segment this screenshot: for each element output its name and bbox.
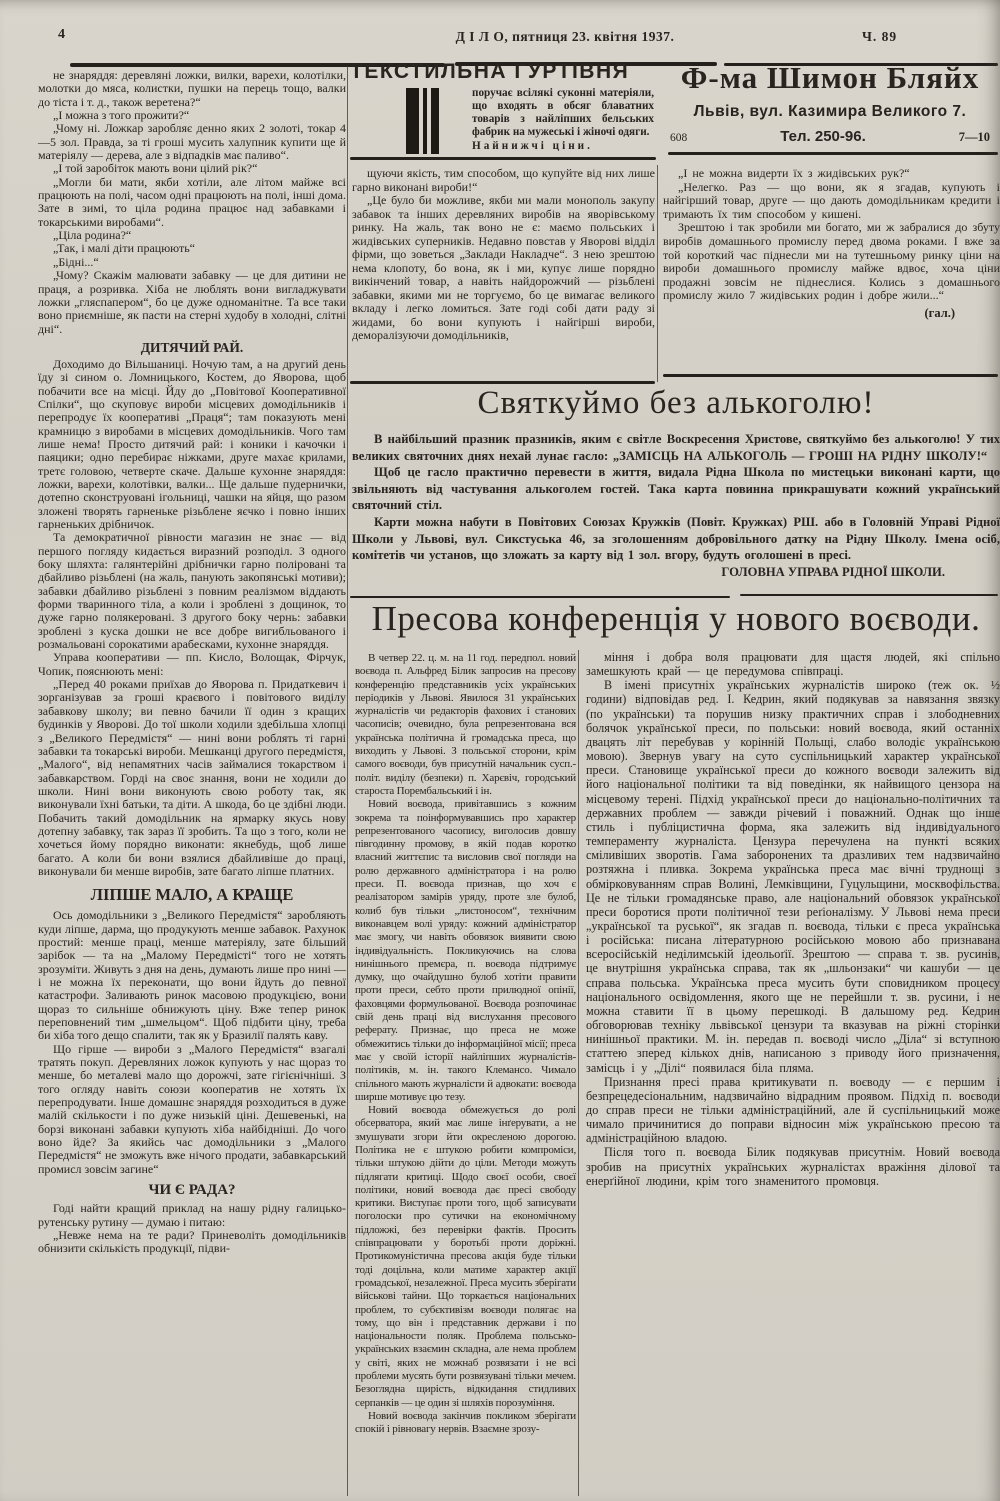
section-heading-better-less: ЛІПШЕ МАЛО, А КРАЩЕ <box>90 885 294 905</box>
paragraph: „Бідні...“ <box>53 254 99 269</box>
paragraph-group <box>38 358 346 878</box>
section-heading-is-there-remedy: ЧИ Є РАДА? <box>148 1182 236 1199</box>
column-divider-press <box>578 650 579 1496</box>
paragraph-group <box>38 1202 346 1255</box>
divider-under-bleich-ad <box>668 152 998 155</box>
paragraph: Управа кооперативи — пп. Кисло, Волощак, Фірчук, Чопик, пояснюють мені: <box>38 650 346 678</box>
paragraph-group <box>586 650 1000 1188</box>
paragraph: „Ціла родина?“ <box>53 228 132 243</box>
paragraph: „Невже нема на те ради? Приневоліть домодільників обнизити скількість продукції, підви- <box>38 1227 346 1256</box>
paragraph: Карти можна набути в Повітових Союзах Кружків (Повіт. Кружках) РШ. або в Головній Управі Рідної Школи у Львові, вул. Сикстуська 46, за зголошенням добровільного датку на Рідну Школу. Імена осіб, комітетів чи установ, що зложать за карту від 1 зол. вгору, будуть оголошені в пресі. <box>352 514 1000 563</box>
phone-number: Тел. 250-96. <box>780 128 866 145</box>
bleich-ad-address: Львів, вул. Казимира Великого 7. <box>693 103 967 120</box>
alcohol-notice-headline: Святкуймо без алькоголю! <box>477 385 875 421</box>
right-article-column <box>663 167 1000 321</box>
divider-above-press-right <box>740 594 998 596</box>
divider-right <box>663 374 998 377</box>
paragraph: „Нелегко. Раз — що вони, як я згадав, купують і найгірший товар, друге — що дають домодільникам кредити і тримають їх тим способом у кишені. <box>663 179 1000 221</box>
textile-ad-logo-bars <box>406 88 439 154</box>
logo-bar <box>431 88 439 154</box>
paragraph: Що гірше — вироби з „Малого Передмістя“ взагалі тратять покуп. Деревляних ложок купують у нас щораз то менше, бо металеві мало що дорожчі, зате гігієнічніші. З того огляду навіть союзи кооператив не хотять їх перепродувати. Інше домашнє знаряддя розходиться в дуже малій скількости і по дуже низькій ціні. Дешевенькі, на борзі виконані забавки купують хіба найбідніші. До чого воно йде? За якийсь час домодільники з „Малого Передмістя“ не зможуть вже нічого продати, забавкарський промисл зовсім загине“ <box>38 1041 346 1176</box>
issue-number: Ч. 89 <box>862 29 898 44</box>
paragraph: „І той заробіток мають вони цілий рік?“ <box>53 161 258 176</box>
paragraph: Новий воєвода закінчив покликом зберігати спокій і рівновагу нервів. Взаємне зрозу- <box>355 1409 576 1436</box>
alcohol-notice <box>352 385 1000 580</box>
paragraph: „Перед 40 роками приїхав до Яворова п. Придаткевич і зорганізував за гроші краєвого і повітового виділу забавкову школу; ви певно бачили її один з кращих будинків у Яворові. До тої школи ходили здебільша хлопці з „Великого Передмістя“ — нині вони роблять ті гарні забавки та токарські вироби. Мешканці другого передмістя, „Малого“, від непамятних часів займалися токарством і забавкарством. Горді на своє знання, вони не ходили до школи. Нині вони виконують свою роботу так, як виконували їхні батьки, та діти. А шкода, бо це здібні люди. Побачить такий домодільник на ярмарку якусь нову дотепну забавку, так зараз її зробить. Та що з того, коли не хочеться йому порядно виконати: якнебудь, щоб лише багато. А коли би вони взялися дбайливіше до праці, виконували би менше виробів, зате багато ліпше платних. <box>38 677 346 878</box>
paragraph: щуючи якість, тим способом, що купуйте від них лише гарно виконані вироби!“ <box>352 166 655 194</box>
paragraph: Після того п. воєвода Білик подякував присутнім. Новий воєвода зробив на присутніх українських журналістах вражіння ділової та енерґійної людини, крім того знаменитого промовця. <box>586 1145 1000 1188</box>
paragraph: Та демократичної рівности магазин не знає — від першого погляду кидається виразний розподіл. З одного боку шляхта: галянтерійні дрібнички гарно поліровані та дбайливо різьблені (на жаль, панують закопянські мотиви); забавки дбайливо різьблені з повним реалізмом віддають форми тваринного тіла, а коли і зроблені з дощинок, то дуже гарно полякеровані. З другого боку чернь: забавки зроблені з куска дошки не все добре вигибльованого і розмальовані сорокатими арабесками, кухонне знаряддя. <box>38 530 346 652</box>
article-signature: (гал.) <box>924 305 955 320</box>
paragraph: „Чому? Скажім малювати забавку — це для дитини не праця, а розривка. Хіба не люблять вони вигладжувати ложки „гляспапером“, бо це дуже одноманітне. Та все таки воно приємніше, як пасти на стерні худобу в холодні, слітні дні“. <box>38 268 346 336</box>
paragraph-group <box>352 167 655 343</box>
paragraph: „Чому ні. Ложкар заробляє денно яких 2 золоті, токар 4—5 зол. Правда, за ті гроші мусить халупник купити ще й матеріялу — дерева, але з відпадків має паливо“. <box>38 121 346 163</box>
paragraph: Ось домодільники з „Великого Передмістя“ заробляють куди ліпше, дарма, що продукують менше забавок. Рахунок простий: менше праці, менше матеріялу, зате більший зарібок — та на „Малому Передмісті“ того не хотять зрозуміти. Живуть з дня на день, думають лише про нині — і не можна їх переконати, що вони йдуть до певної катастрофи. Заливають ринок масовою продукцією, вони щораз то сильніше обнижують ціну. Вже тепер ринок переповнений тим „шмельцом“. Щоб підбити ціну, треба би хіба того дещо спалити, так як у Бразилії палять каву. <box>38 908 346 1043</box>
paragraph: міння і добра воля працювати для щастя людей, які спільно замешкують край — це передумова співпраці. <box>586 650 1000 679</box>
bleich-ad-firm-name: Ф-ма Шимон Бляйх <box>680 60 980 95</box>
column-divider-top-middle <box>657 165 658 382</box>
press-conference-column-1 <box>355 652 576 1437</box>
paragraph-group <box>38 69 346 336</box>
paragraph: Зрештою і так зробили ми богато, ми ж забралися до збуту виробів домашнього промислу перед двома роками. І вже за той короткий час піднесли ми на тутешньому ринку ціни на вироби домашнього промислу майже вдвоє, хоча ціни продажні зовсім не піднеслися. Колись з домашнього промислу жило 7 жидівських родин і добре жили...“ <box>663 220 1000 303</box>
paragraph: „Так, і малі діти працюють“ <box>53 241 196 256</box>
divider-under-textile-ad <box>350 157 656 160</box>
page-number: 4 <box>58 27 65 42</box>
section-heading-children-paradise: ДИТЯЧИЙ РАЙ. <box>140 339 244 355</box>
paragraph: Новий воєвода обмежується до ролі обсерватора, який має лише інґерувати, а не змушувати згори йти окресленою дорогою. Політика не є штукою робити компроміси, тільки штукою дійти до ціли. Методи можуть підлягати критиці. Щодо своєї особи, своєї політики, новий воєвода дає пресі свободу критики. Виступає проти того, щоб записувати поголоски про сутички на економічному підложжі, без перевірки фактів. Просить співпрацювати у боротьбі проти доріжні. Протикомуністична пресова акція буде тільки тоді доцільна, коли матиме характер акції громадської, незалежної. Преса мусить зберігати військові тайни. Що торкається національних проблем, то субєктивізм воєводи полягає на тому, що він і представник держави і по національности поляк. Проблема польсько-українських взаємин складна, але нема проблем у світі, яких не можнаб розвязати і не всі проблеми мусять бути розвязувані тільки мечем. Безоглядна щирість, відкидання стидливих серпанків — це один зі шляхів порозуміння. <box>355 1104 576 1409</box>
press-conference-headline: Пресова конференція у нового воєводи. <box>371 599 981 638</box>
middle-article-column <box>352 167 655 343</box>
paragraph-group <box>355 652 576 1437</box>
paragraph: Доходимо до Вільшаниці. Ночую там, а на другий день їду зі сином о. Ломницького, Костем, до Яворова, щоб побачити все на місці. Йду до „Повітової Кооперативної Спілки“, що скуповує вироби місцевих домодільників і перепродує їх кооперативі „Праця“; там показують мені крамницю з виробами в місцевих домодільників. Чого там лише нема! Просто дитячий рай: і коники і качочки і паяцики; одно перебирає ніжками, друге махає крилами, третє головою, четверте скаче. Дальше кухонне знаряддя: ложки, варехи, колотівки, валки... Ще дальше пудернички, дотепно сконструовані ігольниці, чашки на яйця, що разом зложені творять гарненьке різьблене яєчко і повно інших гарненьких дрібничок. <box>38 356 346 531</box>
paragraph: Признання пресі права критикувати п. воєводу — є першим і безпрецедесіональним, надзвичайно відрадним проявом. Підхід п. воєводи до справ преси не тільки адміністраційний, але й суспільницький може чимало причинитися до поправи відносин між українською пресою та адміністраційною владою. <box>586 1074 1000 1146</box>
paragraph: „Це було би можливе, якби ми мали монополь закупу забавок та інших деревляних виробів на яворівському ринку. На жаль, так воно не є: маємо польських і жидівських суперників. Недавно повстав у Яворові відділ фірми, що зоветься „Заклади Накладче“. З нею зрештою нема клопоту, бо вона, як і ми, купує лише порядно викінчений товар, а навіть найдорожчий — різьблені забавки, якими ми не торгуємо, бо це вимагає великого вкладу і легко ломиться. Зате годі собі дати раду зі жидами, бо вони купують і найгірші вироби, деморалізуючи домодільників, <box>352 193 655 342</box>
run-dates: 7—10 <box>958 130 990 144</box>
paragraph: Новий воєвода, привітавшись з кожним зокрема та поінформувавшись про характер репрезентованого часопису, виголосив довшу півгодинну промову, в якій подав коротко власний життєпис та висловив свої погляди на ролю державного адміністратора і на ролю преси. П. воєвода признав, що хоч є реалізатором замірів уряду, проте зле булоб, колиб був тільки „листоносом“, технічним виконавцем волі уряду: кожний адміністратор має змогу, чи навіть обовязок виявити свою індивідуальність. Покликуючись на слова нинішнього премєра, п. воєвода підтримує думку, що очайдушно булоб хотіти правити проти преси, себто проти прилюдної опінії, фаховцями формульованої. Воєвода розпочинає свій день праці від вислухання пресового реферату. Признає, що преса не може обмежитись тільки до інформаційної місії; преса має у своїй історії найліпших журналістів-політиків, м. ін. такого Клемансо. Чимало спільного мають журналісти й адвокати: воєвода ширше мотивує цю тезу. <box>355 798 576 1103</box>
divider-mid <box>350 381 655 384</box>
logo-bar <box>406 88 419 154</box>
paragraph-group <box>352 431 1000 564</box>
alcohol-notice-signature: ГОЛОВНА УПРАВА РІДНОЇ ШКОЛИ. <box>721 564 945 579</box>
column-divider-left <box>347 66 348 1496</box>
logo-bar <box>423 88 427 154</box>
paragraph: „І можна з того прожити?“ <box>53 108 190 123</box>
textile-ad-slogan: Найнижчі ціни. <box>472 140 593 152</box>
bleich-ad <box>660 60 1000 145</box>
paragraph: В четвер 22. ц. м. на 11 год. передпол. новий воєвода п. Альфред Білик запросив на пресову конференцію представників усіх українських періодиків у Львові. Явилося 31 українських журналістів чи редакторів фахових і станових часописів; очевидно, була репрезентована вся українська політична й громадська преса, що виходить у Львові. З польської сторони, крім самого воєводи, був присутній начальник сусп.-політ. виділу (безпеки) п. Харєвіч, городський староста Порембальський і ін. <box>355 652 576 797</box>
divider-above-press-left <box>350 596 730 598</box>
paragraph: не знаряддя: деревляні ложки, вилки, варехи, колотілки, молотки до мяса, колистки, пушки на перець тощо, валки до тіста і т. д., також веретена?“ <box>38 68 346 109</box>
textile-ad-body <box>472 87 654 153</box>
left-article-column <box>38 69 346 1256</box>
masthead: Д І Л О, пятниця 23. квітня 1937. <box>455 29 675 44</box>
press-conference-column-2 <box>586 650 1000 1188</box>
paragraph-group <box>663 167 1000 303</box>
paragraph: В імені присутніх українських журналістів широко (теж ок. ½ години) відповідав ред. І. Кедрин, який подякував за навязання звязку (по українськи) та порушив низку практичних справ і злободневних болячок української преси, по польськи: новий воєвода, який останніх двацять літ перебував у корінній Польщі, слабо володіє українською мовою). Звернув увагу на суто суспільницький характер української преси. Становище української преси до кожного воєводи залежить від його національної політики та від поведінки, як найвищого цензора на місцевому терені. Підхід української преси до національно-політичних та державних проблем — завжди річевий і поважний. Однак що інше стиль і публіцистична форма, яка залежить від індивідуального темпераменту журналіста. Цензура перечулена на пункті всяких сміливіших зворотів. Гама заборонених та дразливих тем надзвичайно розтяжна і пливка. Зокрема українська преса має вічні труднощі з обмірковуванням справ Волині, Лемківщини, Гуцульщини, москвофільства. Це не тільки громадянське право, але національний обовязок української преси боротися проти політичної тези реґіоналізму. У Львові нема преси „української та руської“, як згадав п. воєвода, тільки є преса українська і російська: писана літературною російською мовою або признавана всеросійській неділимській ідеольоґії. Зрештою — справа т. зв. русинів, це внутрішня українська справа, так як „шльонзаки“ чи кашуби — це справа польська. Українська преса мусить бути сповидником процесу національного освідомлення, якого ще не перейшли т. зв. русини, і не можна ставити її в цьому перешкоді. В дальшому ред. Кедрин обговорював техніку львівської цензури та вказував на ріжні сторінки нинішньої практики. М. ін. передав п. воєводі число „Діла“ зі вступною статтею зперед кількох днів, написаною з приводу його призначення, замісць і у „Ділі“ появилася біла пляма. <box>586 678 1000 1075</box>
textile-ad-title: ТЕКСТИЛЬНА ГУРТІВНЯ <box>350 60 630 83</box>
paragraph: „Могли би мати, якби хотіли, але літом майже всі працюють на полі, часом одні працюють на полі, інші дома. Зате в зимі, то ціла родина працює над забавками і токарськими виробами“. <box>38 174 346 229</box>
paragraph-group <box>38 909 346 1176</box>
bleich-ad-meta-row <box>660 128 1000 145</box>
textile-ad-text: поручає всілякі суконні матеріяли, що входять в обсяг блаватних товарів з найліпших бельських фабрик на мужеські і жіночі одяги. <box>472 87 654 138</box>
textile-ad <box>350 60 656 160</box>
paragraph: Годі найти кращий приклад на нашу рідну галицько-рутенську рутину — думаю і питаю: <box>38 1201 346 1229</box>
ad-number: 608 <box>670 132 688 144</box>
paragraph: „І не можна видерти їх з жидівських рук?“ <box>678 166 910 180</box>
paragraph: В найбільший празник празників, яким є світле Воскресення Христове, святкуймо без алькоголю! У тих великих святочних днях нехай лунає гасло: „ЗАМІСЦЬ НА АЛЬКОГОЛЬ — ГРОШІ НА РІДНУ ШКОЛУ!“ <box>352 432 1000 463</box>
paragraph: Щоб це гасло практично перевести в життя, видала Рідна Школа по мистецьки виконані карти, що звільняють від частування алькоголем гостей. Така карта повинна прикрашувати кожний український святочний стіл. <box>352 465 1000 513</box>
